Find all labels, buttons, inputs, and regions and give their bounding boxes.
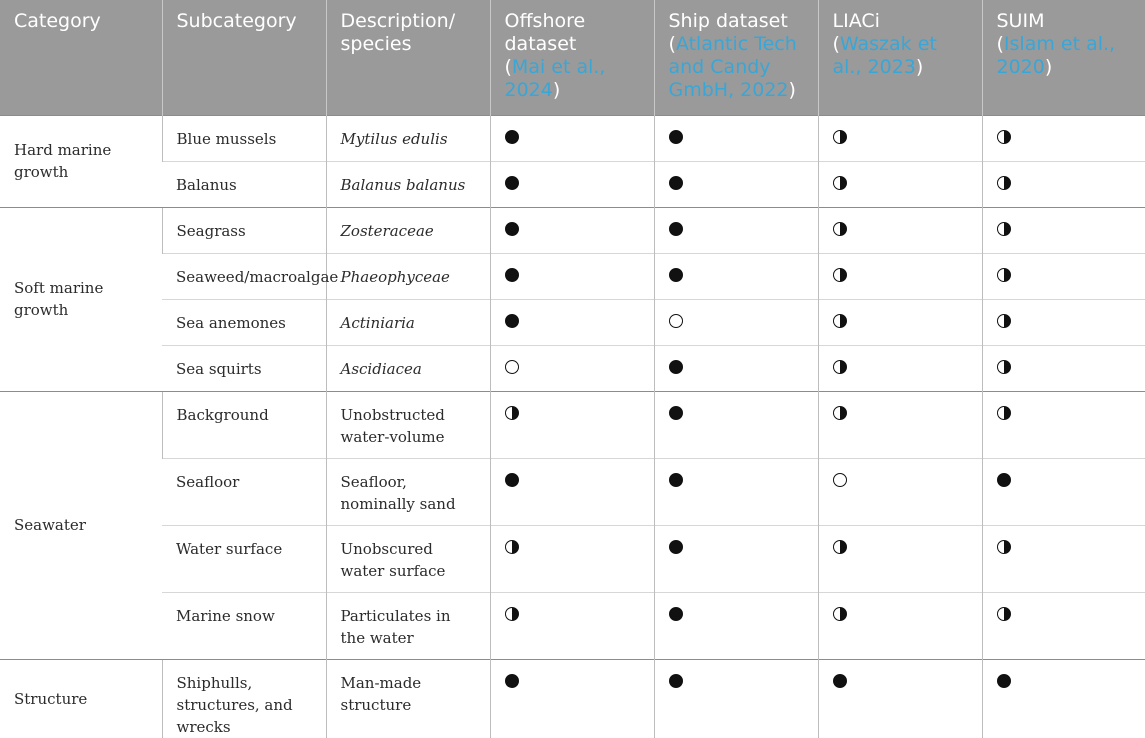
liaci-availability: [818, 207, 982, 253]
citation-link[interactable]: Mai et al., 2024: [504, 56, 606, 101]
description-cell: Particulates in the water: [326, 592, 490, 659]
description-cell: Mytilus edulis: [326, 115, 490, 161]
availability-dot-icon: [833, 473, 847, 487]
header-category: Category: [0, 0, 162, 115]
availability-dot-icon: [997, 360, 1011, 374]
subcategory-cell: Water surface: [162, 525, 326, 592]
offshore-availability: [490, 161, 654, 207]
offshore-availability: [490, 525, 654, 592]
category-cell: Hard marine growth: [0, 115, 162, 207]
category-cell: Seawater: [0, 391, 162, 659]
availability-dot-icon: [505, 540, 519, 554]
table-row: [0, 525, 1145, 592]
availability-dot-icon: [833, 130, 847, 144]
availability-dot-icon: [505, 607, 519, 621]
availability-dot-icon: [669, 607, 683, 621]
table-row: [0, 253, 1145, 299]
header-row: [0, 0, 1145, 115]
ship-availability: [654, 458, 818, 525]
description-cell: Seafloor, nominally sand: [326, 458, 490, 525]
liaci-availability: [818, 391, 982, 458]
table-row: [0, 299, 1145, 345]
suim-availability: [982, 161, 1145, 207]
availability-dot-icon: [997, 540, 1011, 554]
offshore-availability: [490, 592, 654, 659]
availability-dot-icon: [833, 222, 847, 236]
description-cell: Man-made structure: [326, 659, 490, 738]
availability-dot-icon: [505, 222, 519, 236]
suim-availability: [982, 659, 1145, 738]
suim-availability: [982, 115, 1145, 161]
table-row: [0, 391, 1145, 458]
availability-dot-icon: [505, 360, 519, 374]
subcategory-cell: Sea squirts: [162, 345, 326, 391]
offshore-availability: [490, 207, 654, 253]
table-row: [0, 592, 1145, 659]
subcategory-cell: Balanus: [162, 161, 326, 207]
header-ship-dataset: Ship dataset (Atlantic Tech and Candy GmbH, 2022): [654, 0, 818, 115]
availability-dot-icon: [505, 176, 519, 190]
availability-dot-icon: [997, 406, 1011, 420]
availability-dot-icon: [833, 406, 847, 420]
offshore-availability: [490, 253, 654, 299]
citation-link[interactable]: Waszak et al., 2023: [832, 33, 937, 78]
availability-dot-icon: [669, 406, 683, 420]
liaci-availability: [818, 161, 982, 207]
availability-dot-icon: [997, 176, 1011, 190]
offshore-availability: [490, 659, 654, 738]
description-cell: Unobstructed water-volume: [326, 391, 490, 458]
subcategory-cell: Sea anemones: [162, 299, 326, 345]
description-cell: Actiniaria: [326, 299, 490, 345]
availability-dot-icon: [669, 473, 683, 487]
offshore-availability: [490, 345, 654, 391]
availability-dot-icon: [833, 674, 847, 688]
ship-availability: [654, 525, 818, 592]
availability-dot-icon: [997, 473, 1011, 487]
description-cell: Ascidiacea: [326, 345, 490, 391]
offshore-availability: [490, 299, 654, 345]
liaci-availability: [818, 253, 982, 299]
ship-availability: [654, 299, 818, 345]
availability-dot-icon: [833, 268, 847, 282]
availability-dot-icon: [669, 222, 683, 236]
availability-dot-icon: [997, 268, 1011, 282]
ship-availability: [654, 115, 818, 161]
subcategory-cell: Marine snow: [162, 592, 326, 659]
subcategory-cell: Blue mussels: [162, 115, 326, 161]
availability-dot-icon: [997, 674, 1011, 688]
subcategory-cell: Seaweed/macroalgae: [162, 253, 326, 299]
subcategory-cell: Seagrass: [162, 207, 326, 253]
availability-dot-icon: [669, 360, 683, 374]
suim-availability: [982, 345, 1145, 391]
liaci-availability: [818, 458, 982, 525]
header-description: Description/ species: [326, 0, 490, 115]
ship-availability: [654, 345, 818, 391]
suim-availability: [982, 391, 1145, 458]
availability-dot-icon: [997, 314, 1011, 328]
ship-availability: [654, 253, 818, 299]
ship-availability: [654, 659, 818, 738]
suim-availability: [982, 253, 1145, 299]
liaci-availability: [818, 299, 982, 345]
ship-availability: [654, 391, 818, 458]
availability-dot-icon: [669, 540, 683, 554]
suim-availability: [982, 299, 1145, 345]
ship-availability: [654, 592, 818, 659]
description-cell: Balanus balanus: [326, 161, 490, 207]
availability-dot-icon: [669, 268, 683, 282]
availability-dot-icon: [833, 176, 847, 190]
liaci-availability: [818, 592, 982, 659]
availability-dot-icon: [997, 222, 1011, 236]
offshore-availability: [490, 458, 654, 525]
liaci-availability: [818, 659, 982, 738]
subcategory-cell: Seafloor: [162, 458, 326, 525]
availability-dot-icon: [505, 314, 519, 328]
liaci-availability: [818, 115, 982, 161]
ship-availability: [654, 207, 818, 253]
offshore-availability: [490, 391, 654, 458]
availability-dot-icon: [505, 268, 519, 282]
availability-dot-icon: [669, 176, 683, 190]
table-row: [0, 161, 1145, 207]
table-row: [0, 207, 1145, 253]
header-suim: SUIM (Islam et al., 2020): [982, 0, 1145, 115]
availability-dot-icon: [505, 674, 519, 688]
citation-link[interactable]: Islam et al., 2020: [996, 33, 1116, 78]
table-row: [0, 345, 1145, 391]
liaci-availability: [818, 345, 982, 391]
subcategory-cell: Shiphulls, structures, and wrecks: [162, 659, 326, 738]
header-subcategory: Subcategory: [162, 0, 326, 115]
availability-dot-icon: [833, 540, 847, 554]
offshore-availability: [490, 115, 654, 161]
description-cell: Zosteraceae: [326, 207, 490, 253]
table-row: [0, 115, 1145, 161]
availability-dot-icon: [997, 130, 1011, 144]
suim-availability: [982, 458, 1145, 525]
availability-dot-icon: [997, 607, 1011, 621]
description-cell: Unobscured water surface: [326, 525, 490, 592]
availability-dot-icon: [833, 314, 847, 328]
description-cell: Phaeophyceae: [326, 253, 490, 299]
citation-link[interactable]: Atlantic Tech and Candy GmbH, 2022: [668, 33, 797, 101]
category-cell: Soft marine growth: [0, 207, 162, 391]
table-row: [0, 458, 1145, 525]
availability-dot-icon: [669, 674, 683, 688]
category-cell: Structure: [0, 659, 162, 738]
ship-availability: [654, 161, 818, 207]
suim-availability: [982, 592, 1145, 659]
subcategory-cell: Background: [162, 391, 326, 458]
header-liaci: LIACi (Waszak et al., 2023): [818, 0, 982, 115]
availability-dot-icon: [505, 130, 519, 144]
suim-availability: [982, 207, 1145, 253]
availability-dot-icon: [833, 360, 847, 374]
header-offshore-dataset: Offshore dataset (Mai et al., 2024): [490, 0, 654, 115]
availability-dot-icon: [505, 473, 519, 487]
table-row: [0, 659, 1145, 738]
availability-dot-icon: [669, 130, 683, 144]
availability-dot-icon: [505, 406, 519, 420]
liaci-availability: [818, 525, 982, 592]
availability-dot-icon: [833, 607, 847, 621]
suim-availability: [982, 525, 1145, 592]
availability-dot-icon: [669, 314, 683, 328]
